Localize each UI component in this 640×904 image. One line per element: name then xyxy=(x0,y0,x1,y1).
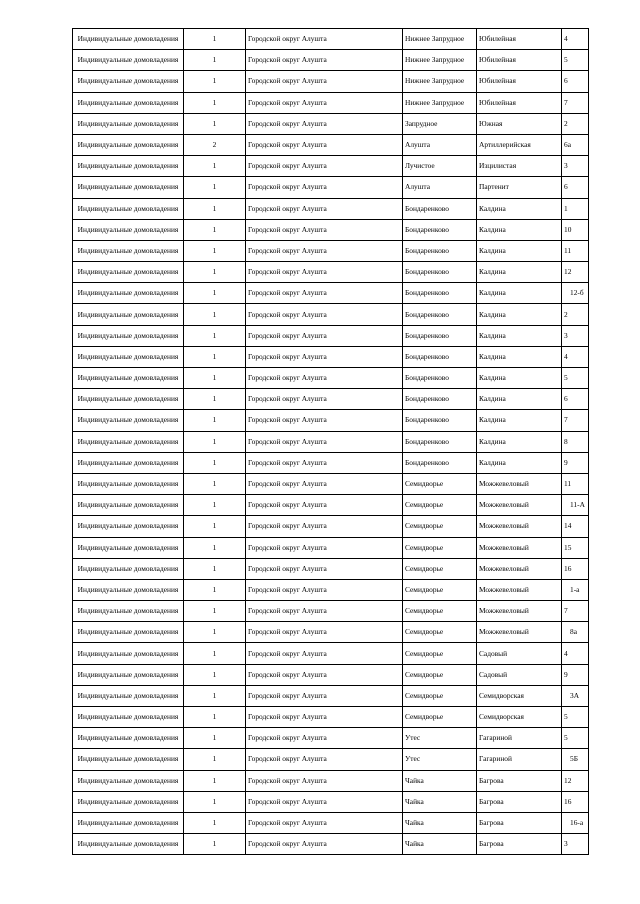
house-number-cell: 4 xyxy=(562,643,589,664)
table-row xyxy=(73,389,589,410)
settlement-cell: Семидворье xyxy=(403,601,477,622)
building-type-cell: Индивидуальные домовладения xyxy=(73,240,184,261)
count-cell: 1 xyxy=(184,240,246,261)
building-type-cell: Индивидуальные домовладения xyxy=(73,283,184,304)
table-row xyxy=(73,643,589,664)
municipality-cell: Городской округ Алушта xyxy=(246,262,403,283)
street-cell: Артиллерийская xyxy=(477,134,562,155)
house-number-cell: 12 xyxy=(562,262,589,283)
street-cell: Калдина xyxy=(477,304,562,325)
house-number-cell: 12 xyxy=(562,770,589,791)
house-number-cell: 8а xyxy=(562,622,589,643)
street-cell: Калдина xyxy=(477,368,562,389)
street-cell: Калдина xyxy=(477,198,562,219)
street-cell: Семидворская xyxy=(477,707,562,728)
building-type-cell: Индивидуальные домовладения xyxy=(73,770,184,791)
municipality-cell: Городской округ Алушта xyxy=(246,473,403,494)
house-number-cell: 5 xyxy=(562,50,589,71)
municipality-cell: Городской округ Алушта xyxy=(246,622,403,643)
settlement-cell: Бондаренково xyxy=(403,346,477,367)
municipality-cell: Городской округ Алушта xyxy=(246,346,403,367)
settlement-cell: Бондаренково xyxy=(403,431,477,452)
municipality-cell: Городской округ Алушта xyxy=(246,812,403,833)
building-type-cell: Индивидуальные домовладения xyxy=(73,262,184,283)
building-type-cell: Индивидуальные домовладения xyxy=(73,707,184,728)
table-row xyxy=(73,304,589,325)
house-number-cell: 6 xyxy=(562,71,589,92)
settlement-cell: Утес xyxy=(403,728,477,749)
building-type-cell: Индивидуальные домовладения xyxy=(73,791,184,812)
settlement-cell: Лучистое xyxy=(403,156,477,177)
table-row xyxy=(73,834,589,855)
building-type-cell: Индивидуальные домовладения xyxy=(73,452,184,473)
table-row xyxy=(73,29,589,50)
municipality-cell: Городской округ Алушта xyxy=(246,579,403,600)
table-row xyxy=(73,262,589,283)
house-number-cell: 7 xyxy=(562,410,589,431)
table-row xyxy=(73,410,589,431)
municipality-cell: Городской округ Алушта xyxy=(246,92,403,113)
house-number-cell: 1 xyxy=(562,198,589,219)
municipality-cell: Городской округ Алушта xyxy=(246,495,403,516)
settlement-cell: Семидворье xyxy=(403,707,477,728)
municipality-cell: Городской округ Алушта xyxy=(246,452,403,473)
street-cell: Багрова xyxy=(477,834,562,855)
count-cell: 1 xyxy=(184,262,246,283)
street-cell: Южная xyxy=(477,113,562,134)
table-row xyxy=(73,431,589,452)
count-cell: 1 xyxy=(184,283,246,304)
municipality-cell: Городской округ Алушта xyxy=(246,791,403,812)
building-type-cell: Индивидуальные домовладения xyxy=(73,71,184,92)
table-row xyxy=(73,156,589,177)
count-cell: 2 xyxy=(184,134,246,155)
settlement-cell: Семидворье xyxy=(403,558,477,579)
building-type-cell: Индивидуальные домовладения xyxy=(73,537,184,558)
building-type-cell: Индивидуальные домовладения xyxy=(73,219,184,240)
building-type-cell: Индивидуальные домовладения xyxy=(73,664,184,685)
municipality-cell: Городской округ Алушта xyxy=(246,728,403,749)
settlement-cell: Нижнее Запрудное xyxy=(403,71,477,92)
street-cell: Садовый xyxy=(477,643,562,664)
street-cell: Можжевеловый xyxy=(477,495,562,516)
municipality-cell: Городской округ Алушта xyxy=(246,834,403,855)
municipality-cell: Городской округ Алушта xyxy=(246,29,403,50)
street-cell: Гагариной xyxy=(477,728,562,749)
settlement-cell: Семидворье xyxy=(403,537,477,558)
settlement-cell: Чайка xyxy=(403,770,477,791)
table-row xyxy=(73,325,589,346)
building-type-cell: Индивидуальные домовладения xyxy=(73,156,184,177)
house-number-cell: 6 xyxy=(562,389,589,410)
count-cell: 1 xyxy=(184,579,246,600)
house-number-cell: 11-А xyxy=(562,495,589,516)
municipality-cell: Городской округ Алушта xyxy=(246,749,403,770)
municipality-cell: Городской округ Алушта xyxy=(246,177,403,198)
settlement-cell: Семидворье xyxy=(403,664,477,685)
building-type-cell: Индивидуальные домовладения xyxy=(73,198,184,219)
addresses-table xyxy=(72,28,589,855)
building-type-cell: Индивидуальные домовладения xyxy=(73,643,184,664)
table-row xyxy=(73,812,589,833)
street-cell: Багрова xyxy=(477,770,562,791)
count-cell: 1 xyxy=(184,368,246,389)
settlement-cell: Нижнее Запрудное xyxy=(403,92,477,113)
house-number-cell: 11 xyxy=(562,240,589,261)
building-type-cell: Индивидуальные домовладения xyxy=(73,685,184,706)
municipality-cell: Городской округ Алушта xyxy=(246,664,403,685)
count-cell: 1 xyxy=(184,558,246,579)
street-cell: Калдина xyxy=(477,219,562,240)
street-cell: Можжевеловый xyxy=(477,537,562,558)
street-cell: Садовый xyxy=(477,664,562,685)
settlement-cell: Семидворье xyxy=(403,622,477,643)
house-number-cell: 5Б xyxy=(562,749,589,770)
building-type-cell: Индивидуальные домовладения xyxy=(73,558,184,579)
street-cell: Калдина xyxy=(477,452,562,473)
house-number-cell: 3 xyxy=(562,834,589,855)
house-number-cell: 6а xyxy=(562,134,589,155)
street-cell: Калдина xyxy=(477,240,562,261)
street-cell: Можжевеловый xyxy=(477,558,562,579)
settlement-cell: Нижнее Запрудное xyxy=(403,29,477,50)
count-cell: 1 xyxy=(184,707,246,728)
table-row xyxy=(73,50,589,71)
table-row xyxy=(73,601,589,622)
count-cell: 1 xyxy=(184,516,246,537)
street-cell: Можжевеловый xyxy=(477,473,562,494)
settlement-cell: Бондаренково xyxy=(403,198,477,219)
house-number-cell: 3А xyxy=(562,685,589,706)
building-type-cell: Индивидуальные домовладения xyxy=(73,516,184,537)
settlement-cell: Бондаренково xyxy=(403,304,477,325)
street-cell: Можжевеловый xyxy=(477,601,562,622)
street-cell: Можжевеловый xyxy=(477,579,562,600)
street-cell: Калдина xyxy=(477,283,562,304)
municipality-cell: Городской округ Алушта xyxy=(246,516,403,537)
municipality-cell: Городской округ Алушта xyxy=(246,707,403,728)
house-number-cell: 2 xyxy=(562,304,589,325)
count-cell: 1 xyxy=(184,749,246,770)
count-cell: 1 xyxy=(184,622,246,643)
table-row xyxy=(73,770,589,791)
count-cell: 1 xyxy=(184,113,246,134)
street-cell: Гагариной xyxy=(477,749,562,770)
house-number-cell: 14 xyxy=(562,516,589,537)
house-number-cell: 2 xyxy=(562,113,589,134)
table-row xyxy=(73,368,589,389)
table-row xyxy=(73,664,589,685)
house-number-cell: 16-а xyxy=(562,812,589,833)
count-cell: 1 xyxy=(184,643,246,664)
street-cell: Юбилейная xyxy=(477,92,562,113)
house-number-cell: 16 xyxy=(562,791,589,812)
table-row xyxy=(73,473,589,494)
addresses-table-body xyxy=(73,29,589,855)
settlement-cell: Бондаренково xyxy=(403,262,477,283)
settlement-cell: Чайка xyxy=(403,812,477,833)
table-row xyxy=(73,516,589,537)
house-number-cell: 6 xyxy=(562,177,589,198)
building-type-cell: Индивидуальные домовладения xyxy=(73,368,184,389)
municipality-cell: Городской округ Алушта xyxy=(246,770,403,791)
table-row xyxy=(73,113,589,134)
settlement-cell: Бондаренково xyxy=(403,325,477,346)
count-cell: 1 xyxy=(184,198,246,219)
building-type-cell: Индивидуальные домовладения xyxy=(73,346,184,367)
count-cell: 1 xyxy=(184,791,246,812)
table-row xyxy=(73,452,589,473)
street-cell: Калдина xyxy=(477,262,562,283)
house-number-cell: 9 xyxy=(562,452,589,473)
count-cell: 1 xyxy=(184,156,246,177)
count-cell: 1 xyxy=(184,537,246,558)
building-type-cell: Индивидуальные домовладения xyxy=(73,728,184,749)
building-type-cell: Индивидуальные домовладения xyxy=(73,92,184,113)
table-row xyxy=(73,791,589,812)
settlement-cell: Бондаренково xyxy=(403,219,477,240)
count-cell: 1 xyxy=(184,770,246,791)
municipality-cell: Городской округ Алушта xyxy=(246,71,403,92)
building-type-cell: Индивидуальные домовладения xyxy=(73,622,184,643)
house-number-cell: 15 xyxy=(562,537,589,558)
count-cell: 1 xyxy=(184,346,246,367)
table-row xyxy=(73,579,589,600)
house-number-cell: 1-а xyxy=(562,579,589,600)
settlement-cell: Семидворье xyxy=(403,473,477,494)
street-cell: Можжевеловый xyxy=(477,516,562,537)
building-type-cell: Индивидуальные домовладения xyxy=(73,134,184,155)
count-cell: 1 xyxy=(184,325,246,346)
building-type-cell: Индивидуальные домовладения xyxy=(73,50,184,71)
settlement-cell: Запрудное xyxy=(403,113,477,134)
house-number-cell: 3 xyxy=(562,325,589,346)
municipality-cell: Городской округ Алушта xyxy=(246,643,403,664)
house-number-cell: 5 xyxy=(562,707,589,728)
settlement-cell: Чайка xyxy=(403,791,477,812)
settlement-cell: Бондаренково xyxy=(403,368,477,389)
house-number-cell: 3 xyxy=(562,156,589,177)
table-row xyxy=(73,728,589,749)
count-cell: 1 xyxy=(184,685,246,706)
municipality-cell: Городской округ Алушта xyxy=(246,50,403,71)
house-number-cell: 9 xyxy=(562,664,589,685)
count-cell: 1 xyxy=(184,71,246,92)
house-number-cell: 4 xyxy=(562,346,589,367)
settlement-cell: Семидворье xyxy=(403,495,477,516)
house-number-cell: 12-б xyxy=(562,283,589,304)
building-type-cell: Индивидуальные домовладения xyxy=(73,177,184,198)
settlement-cell: Бондаренково xyxy=(403,452,477,473)
count-cell: 1 xyxy=(184,728,246,749)
house-number-cell: 11 xyxy=(562,473,589,494)
street-cell: Партенит xyxy=(477,177,562,198)
table-row xyxy=(73,92,589,113)
table-row xyxy=(73,283,589,304)
building-type-cell: Индивидуальные домовладения xyxy=(73,304,184,325)
street-cell: Можжевеловый xyxy=(477,622,562,643)
count-cell: 1 xyxy=(184,601,246,622)
municipality-cell: Городской округ Алушта xyxy=(246,325,403,346)
house-number-cell: 5 xyxy=(562,368,589,389)
street-cell: Юбилейная xyxy=(477,50,562,71)
municipality-cell: Городской округ Алушта xyxy=(246,240,403,261)
building-type-cell: Индивидуальные домовладения xyxy=(73,431,184,452)
building-type-cell: Индивидуальные домовладения xyxy=(73,749,184,770)
table-row xyxy=(73,622,589,643)
settlement-cell: Утес xyxy=(403,749,477,770)
settlement-cell: Алушта xyxy=(403,134,477,155)
table-row xyxy=(73,134,589,155)
table-row xyxy=(73,346,589,367)
municipality-cell: Городской округ Алушта xyxy=(246,389,403,410)
table-row xyxy=(73,219,589,240)
street-cell: Калдина xyxy=(477,389,562,410)
settlement-cell: Алушта xyxy=(403,177,477,198)
municipality-cell: Городской округ Алушта xyxy=(246,537,403,558)
count-cell: 1 xyxy=(184,389,246,410)
house-number-cell: 16 xyxy=(562,558,589,579)
building-type-cell: Индивидуальные домовладения xyxy=(73,113,184,134)
count-cell: 1 xyxy=(184,431,246,452)
municipality-cell: Городской округ Алушта xyxy=(246,685,403,706)
municipality-cell: Городской округ Алушта xyxy=(246,134,403,155)
building-type-cell: Индивидуальные домовладения xyxy=(73,29,184,50)
building-type-cell: Индивидуальные домовладения xyxy=(73,601,184,622)
building-type-cell: Индивидуальные домовладения xyxy=(73,812,184,833)
house-number-cell: 5 xyxy=(562,728,589,749)
settlement-cell: Бондаренково xyxy=(403,283,477,304)
count-cell: 1 xyxy=(184,452,246,473)
count-cell: 1 xyxy=(184,664,246,685)
building-type-cell: Индивидуальные домовладения xyxy=(73,579,184,600)
municipality-cell: Городской округ Алушта xyxy=(246,113,403,134)
table-row xyxy=(73,558,589,579)
settlement-cell: Бондаренково xyxy=(403,410,477,431)
table-row xyxy=(73,198,589,219)
table-row xyxy=(73,240,589,261)
municipality-cell: Городской округ Алушта xyxy=(246,219,403,240)
municipality-cell: Городской округ Алушта xyxy=(246,283,403,304)
table-row xyxy=(73,495,589,516)
count-cell: 1 xyxy=(184,495,246,516)
municipality-cell: Городской округ Алушта xyxy=(246,156,403,177)
table-row xyxy=(73,749,589,770)
count-cell: 1 xyxy=(184,473,246,494)
municipality-cell: Городской округ Алушта xyxy=(246,558,403,579)
municipality-cell: Городской округ Алушта xyxy=(246,601,403,622)
municipality-cell: Городской округ Алушта xyxy=(246,368,403,389)
building-type-cell: Индивидуальные домовладения xyxy=(73,473,184,494)
street-cell: Калдина xyxy=(477,346,562,367)
house-number-cell: 7 xyxy=(562,601,589,622)
municipality-cell: Городской округ Алушта xyxy=(246,410,403,431)
settlement-cell: Чайка xyxy=(403,834,477,855)
table-row xyxy=(73,71,589,92)
municipality-cell: Городской округ Алушта xyxy=(246,431,403,452)
building-type-cell: Индивидуальные домовладения xyxy=(73,834,184,855)
house-number-cell: 10 xyxy=(562,219,589,240)
settlement-cell: Бондаренково xyxy=(403,240,477,261)
building-type-cell: Индивидуальные домовладения xyxy=(73,495,184,516)
street-cell: Юбилейная xyxy=(477,71,562,92)
table-row xyxy=(73,685,589,706)
settlement-cell: Бондаренково xyxy=(403,389,477,410)
street-cell: Изцилистая xyxy=(477,156,562,177)
house-number-cell: 4 xyxy=(562,29,589,50)
settlement-cell: Семидворье xyxy=(403,579,477,600)
street-cell: Калдина xyxy=(477,431,562,452)
table-row xyxy=(73,537,589,558)
street-cell: Калдина xyxy=(477,325,562,346)
count-cell: 1 xyxy=(184,50,246,71)
count-cell: 1 xyxy=(184,92,246,113)
building-type-cell: Индивидуальные домовладения xyxy=(73,389,184,410)
count-cell: 1 xyxy=(184,834,246,855)
street-cell: Багрова xyxy=(477,791,562,812)
settlement-cell: Семидворье xyxy=(403,643,477,664)
street-cell: Юбилейная xyxy=(477,29,562,50)
count-cell: 1 xyxy=(184,304,246,325)
house-number-cell: 8 xyxy=(562,431,589,452)
building-type-cell: Индивидуальные домовладения xyxy=(73,325,184,346)
municipality-cell: Городской округ Алушта xyxy=(246,198,403,219)
count-cell: 1 xyxy=(184,177,246,198)
count-cell: 1 xyxy=(184,29,246,50)
settlement-cell: Нижнее Запрудное xyxy=(403,50,477,71)
settlement-cell: Семидворье xyxy=(403,685,477,706)
count-cell: 1 xyxy=(184,812,246,833)
house-number-cell: 7 xyxy=(562,92,589,113)
street-cell: Багрова xyxy=(477,812,562,833)
street-cell: Семидворская xyxy=(477,685,562,706)
municipality-cell: Городской округ Алушта xyxy=(246,304,403,325)
count-cell: 1 xyxy=(184,219,246,240)
street-cell: Калдина xyxy=(477,410,562,431)
table-row xyxy=(73,177,589,198)
building-type-cell: Индивидуальные домовладения xyxy=(73,410,184,431)
table-row xyxy=(73,707,589,728)
settlement-cell: Семидворье xyxy=(403,516,477,537)
count-cell: 1 xyxy=(184,410,246,431)
